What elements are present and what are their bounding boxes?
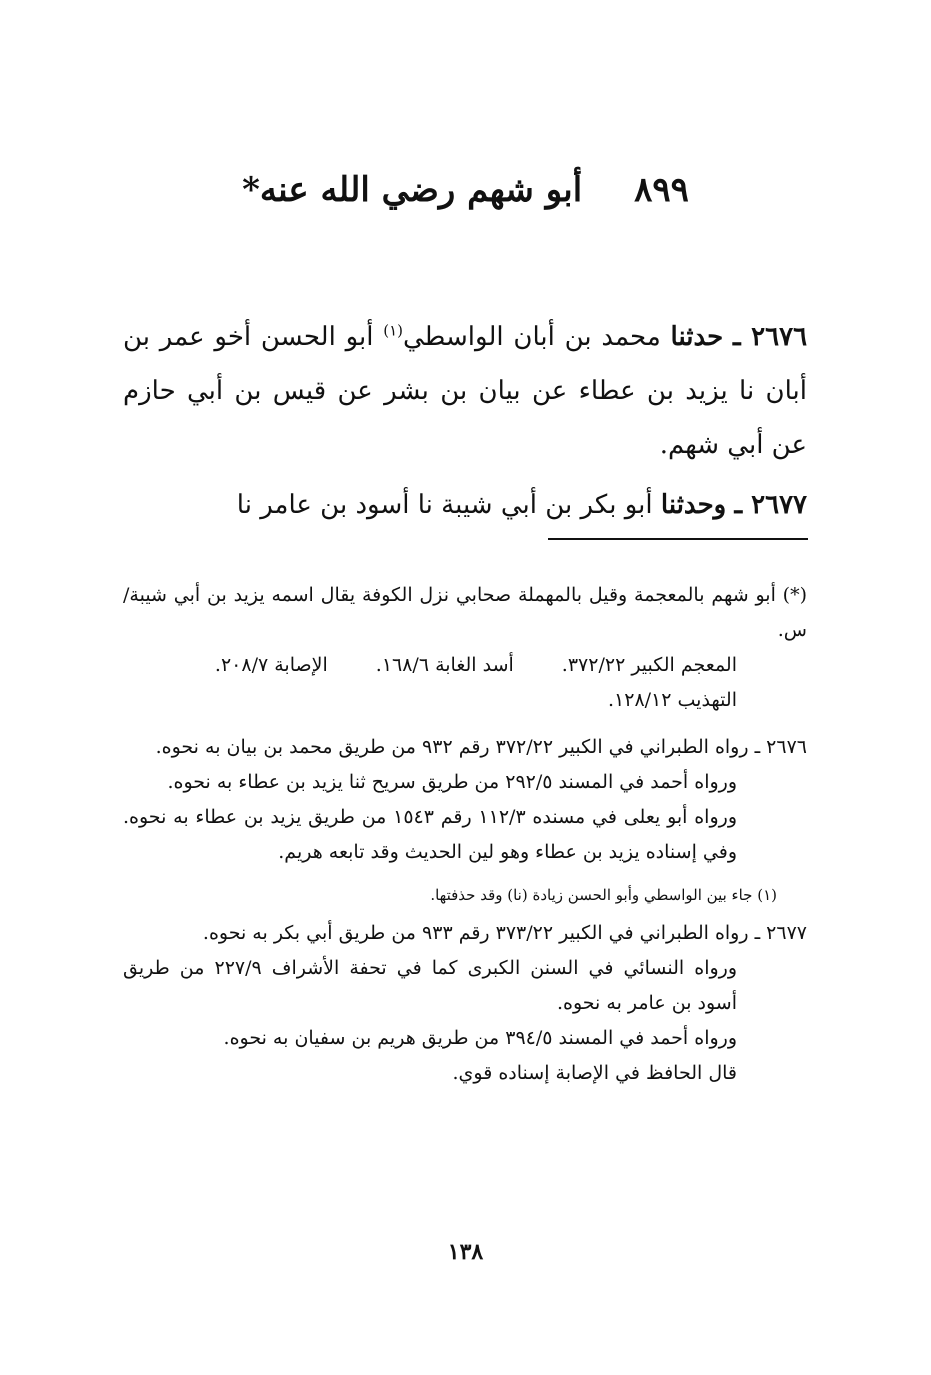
hadith-text: محمد بن أبان الواسطي (403, 322, 661, 352)
source-ref: التهذيب ١٢٨/١٢. (607, 689, 737, 711)
hadith-number: ٢٦٧٦ ـ (733, 322, 808, 352)
note-2677-nasai: ورواه النسائي في السنن الكبرى كما في تحفة الأشراف ٢٢٧/٩ من طريق أسود بن عامر به نحوه. (123, 957, 737, 1014)
star-sources (123, 648, 807, 683)
hadith-lead: وحدثنا (660, 490, 727, 520)
note-2677-hafiz: قال الحافظ في الإصابة إسناده قوي. (452, 1062, 737, 1084)
star-note: (*) أبو شهم بالمعجمة وقيل بالمهملة صحابي نزل الكوفة يقال اسمه يزيد بن أبي شيبة/ س. (123, 584, 807, 641)
source-ref: المعجم الكبير ٣٧٢/٢٢. (561, 654, 737, 676)
note-2677: ٢٦٧٧ ـ رواه الطبراني في الكبير ٣٧٣/٢٢ رقم ٩٣٣ من طريق أبي بكر به نحوه. (202, 922, 807, 944)
hadith-2677 (123, 478, 807, 532)
page-number: ١٣٨ (447, 1239, 484, 1265)
note-2676-abu-yala: ورواه أبو يعلى في مسنده ١١٢/٣ رقم ١٥٤٣ من طريق يزيد بن عطاء به نحوه. وفي إسناده يزيد بن عطاء وهو لين الحديث وقد تابعه هريم. (123, 806, 737, 863)
hadith-2676 (123, 310, 807, 472)
footnote-reference: (١) (383, 321, 404, 340)
section-number: ٨٩٩ (634, 170, 689, 210)
note-2677-ahmad: ورواه أحمد في المسند ٣٩٤/٥ من طريق هريم بن سفيان به نحوه. (223, 1027, 737, 1049)
hadith-number: ٢٦٧٧ ـ (734, 490, 807, 520)
hadith-lead: حدثنا (670, 322, 724, 352)
section-title: أبو شهم رضي الله عنه* (242, 170, 583, 210)
footnote-divider (548, 538, 808, 540)
source-ref: أسد الغابة ١٦٨/٦. (375, 654, 514, 676)
source-ref: الإصابة ٢٠٨/٧. (214, 654, 328, 676)
footnote-1: (١) جاء بين الواسطي وأبو الحسن زيادة (نا) وقد حذفتها. (430, 886, 777, 904)
note-2676-ahmad: ورواه أحمد في المسند ٢٩٢/٥ من طريق سريح ثنا يزيد بن عطاء به نحوه. (167, 771, 737, 793)
footnotes (123, 578, 807, 1091)
hadith-text: أبو بكر بن أبي شيبة نا أسود بن عامر نا (236, 490, 653, 520)
note-2676: ٢٦٧٦ ـ رواه الطبراني في الكبير ٣٧٢/٢٢ رقم ٩٣٢ من طريق محمد بن بيان به نحوه. (155, 736, 807, 758)
hadith-text: أبو الحسن أخو عمر بن أبان نا يزيد بن عطاء عن بيان بن بشر عن قيس بن أبي حازم عن أبي شهم. (123, 322, 807, 460)
main-text (123, 310, 807, 538)
section-heading (0, 165, 931, 215)
